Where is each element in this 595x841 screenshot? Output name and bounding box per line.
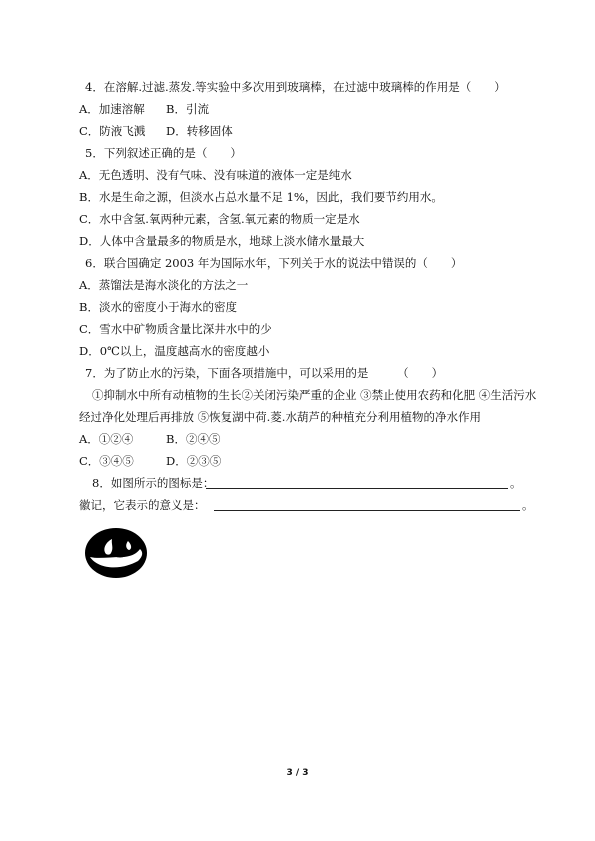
water-saving-emblem-icon <box>84 527 148 579</box>
page-number: 3 / 3 <box>286 768 309 778</box>
q6-option-d: D．0℃以上，温度越高水的密度越小 <box>79 344 270 358</box>
q7-option-d: D．②③⑤ <box>166 454 222 468</box>
q7-statement-line2: 经过净化处理后再排放 ⑤恢复湖中荷.菱.水葫芦的种植充分利用植物的净水作用 <box>79 410 481 424</box>
q8-stem-end: 。 <box>510 476 522 490</box>
q8-answer-blank-1[interactable] <box>206 476 508 489</box>
q5-stem: 5．下列叙述正确的是（ ） <box>85 146 242 160</box>
q8-stem: 8．如图所示的图标是： <box>92 476 215 490</box>
q5-option-c: C．水中含氢.氧两种元素，含氢.氧元素的物质一定是水 <box>79 212 360 226</box>
q7-option-a: A．①②④ <box>79 432 134 446</box>
q4-option-b: B．引流 <box>166 102 209 116</box>
q7-stem: 7．为了防止水的污染，下面各项措施中，可以采用的是 （ ） <box>85 366 444 380</box>
q8-meaning-label: 徽记，它表示的意义是： <box>79 498 206 512</box>
q5-option-d: D．人体中含量最多的物质是水，地球上淡水储水量最大 <box>79 234 365 248</box>
q7-option-b: B．②④⑤ <box>166 432 221 446</box>
q6-option-a: A．蒸馏法是海水淡化的方法之一 <box>79 278 249 292</box>
q8-meaning-end: 。 <box>522 498 534 512</box>
q6-option-c: C．雪水中矿物质含量比深井水中的少 <box>79 322 272 336</box>
q4-stem: 4．在溶解.过滤.蒸发.等实验中多次用到玻璃棒，在过滤中玻璃棒的作用是（ ） <box>85 80 506 94</box>
q4-option-d: D．转移固体 <box>166 124 233 138</box>
q6-stem: 6．联合国确定 2003 年为国际水年，下列关于水的说法中错误的（ ） <box>85 256 463 270</box>
q5-option-a: A．无色透明、没有气味、没有味道的液体一定是纯水 <box>79 168 352 182</box>
q6-option-b: B．淡水的密度小于海水的密度 <box>79 300 237 314</box>
q8-answer-blank-2[interactable] <box>214 498 520 511</box>
q7-statement-line1: ①抑制水中所有动植物的生长②关闭污染严重的企业 ③禁止使用农药和化肥 ④生活污水 <box>92 388 537 402</box>
q7-option-c: C．③④⑤ <box>79 454 134 468</box>
q4-option-c: C．防液飞溅 <box>79 124 146 138</box>
q4-option-a: A．加速溶解 <box>79 102 145 116</box>
q5-option-b: B．水是生命之源，但淡水占总水量不足 1%，因此，我们要节约用水。 <box>79 190 443 204</box>
